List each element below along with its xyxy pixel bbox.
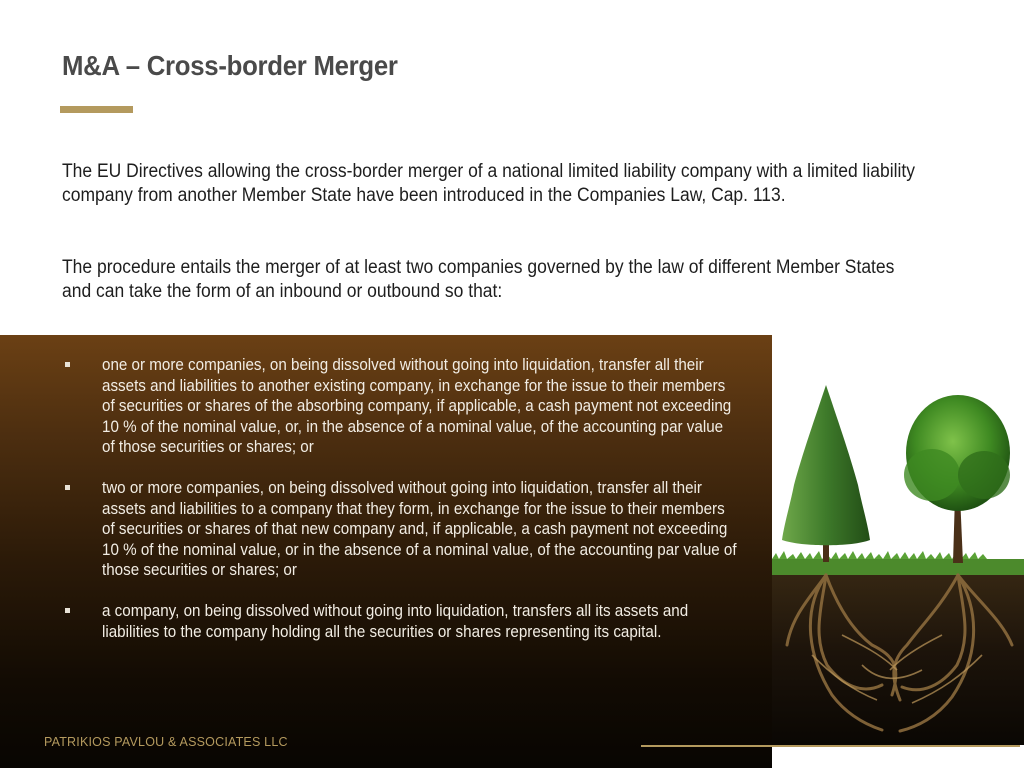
title-accent-bar <box>60 106 133 113</box>
square-bullet-icon <box>65 362 70 367</box>
soil-section <box>772 560 1024 745</box>
procedure-paragraph: The procedure entails the merger of at least two companies governed by the law of different Member States and can take the form of an inbound or outbound so that: <box>62 257 895 302</box>
list-item-text: one or more companies, on being dissolved without going into liquidation, transfer all their assets and liabilities to another existing company, in exchange for the issue to their members of securities or shares of the absorbing company, if applicable, a cash payment not exceeding 10 % of the nominal value, or, in the absence of a nominal value, of the accounting par value of those securities or shares; or <box>102 356 732 456</box>
square-bullet-icon <box>65 485 70 490</box>
square-bullet-icon <box>65 608 70 613</box>
list-item-text: two or more companies, on being dissolved without going into liquidation, transfer all their assets and liabilities to a company that they form, in exchange for the issue to their members of securities or shares of that new company and, if applicable, a cash payment not exceeding 10 % of the nominal value, or in the absence of a nominal value, of the accounting par value of those securities or shares; or <box>102 479 737 579</box>
footer-company-name: PATRIKIOS PAVLOU & ASSOCIATES LLC <box>44 735 288 749</box>
trees-roots-illustration <box>772 335 1024 745</box>
footer-divider <box>641 745 1020 747</box>
intro-paragraph: The EU Directives allowing the cross-border merger of a national limited liability company with a limited liability company from another Member State have been introduced in the Companies Law, Cap. 113. <box>62 161 915 206</box>
grass-strip <box>772 559 1024 575</box>
list-item-text: a company, on being dissolved without going into liquidation, transfers all its assets and liabilities to the company holding all the securities or shares representing its capital. <box>102 602 689 641</box>
slide-title: M&A – Cross-border Merger <box>62 50 398 81</box>
